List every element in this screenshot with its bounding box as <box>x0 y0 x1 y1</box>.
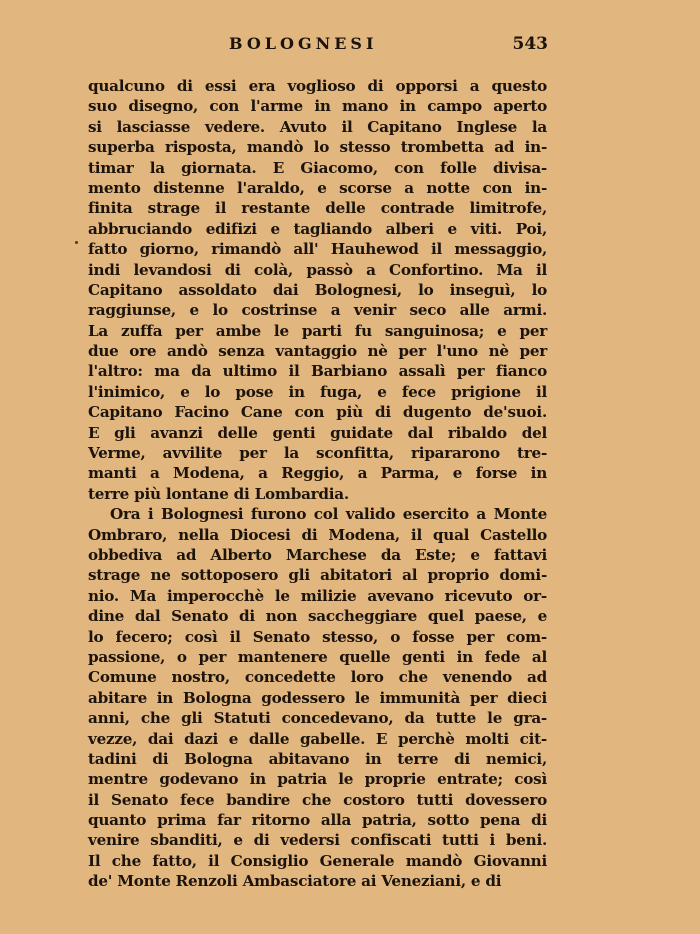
text-line: anni, che gli Statuti concedevano, da tutte le gra- <box>88 709 547 728</box>
text-line: E gli avanzi delle genti guidate dal ribaldo del <box>88 423 547 442</box>
text-line: finita strage il restante delle contrade limitrofe, <box>88 199 547 218</box>
text-line: suo disegno, con l'arme in mano in campo aperto <box>88 97 547 116</box>
text-line: dine dal Senato di non saccheggiare quel paese, e <box>88 607 547 626</box>
running-head <box>88 34 548 64</box>
text-line: quanto prima far ritorno alla patria, sotto pena di <box>88 811 547 830</box>
text-line: il Senato fece bandire che costoro tutti dovessero <box>88 790 547 809</box>
text-line: terre più lontane di Lombardia. <box>88 484 349 503</box>
text-line: abitare in Bologna godessero le immunità per dieci <box>88 688 547 707</box>
text-line: venire sbanditi, e di vedersi confiscati tutti i beni. <box>88 831 547 850</box>
text-line: manti a Modena, a Reggio, a Parma, e forse in <box>88 464 547 483</box>
text-line: Capitano Facino Cane con più di dugento de'suoi. <box>88 403 547 422</box>
text-line: Ora i Bolognesi furono col valido esercito a Monte <box>110 505 547 524</box>
text-line: tadini di Bologna abitavano in terre di nemici, <box>88 749 547 768</box>
text-line: de' Monte Renzoli Ambasciatore ai Veneziani, e di <box>88 872 502 891</box>
running-title: BOLOGNESI <box>229 34 378 53</box>
margin-mark <box>75 241 78 244</box>
text-line: qualcuno di essi era voglioso di opporsi a questo <box>88 77 547 95</box>
text-line: mento distenne l'araldo, e scorse a notte con in- <box>88 178 547 197</box>
text-line: indi levandosi di colà, passò a Confortino. Ma il <box>88 260 547 279</box>
text-line: Comune nostro, concedette loro che venendo ad <box>88 668 547 687</box>
paragraph <box>88 504 547 891</box>
text-line: due ore andò senza vantaggio nè per l'uno nè per <box>88 342 547 361</box>
text-line: raggiunse, e lo costrinse a venir seco alle armi. <box>88 301 547 320</box>
text-line: timar la giornata. E Giacomo, con folle divisa- <box>88 158 547 177</box>
text-line: mentre godevano in patria le proprie entrate; così <box>88 770 547 789</box>
text-line: Ombraro, nella Diocesi di Modena, il qual Castello <box>88 525 547 544</box>
text-line: superba risposta, mandò lo stesso trombetta ad in- <box>88 138 547 157</box>
text-line: abbruciando edifizi e tagliando alberi e viti. Poi, <box>88 219 547 238</box>
text-line: Verme, avvilite per la sconfitta, ripararono tre- <box>88 444 547 463</box>
paragraph <box>88 76 547 504</box>
text-line: si lasciasse vedere. Avuto il Capitano Inglese la <box>88 117 547 136</box>
text-line: obbediva ad Alberto Marchese da Este; e fattavi <box>88 545 547 564</box>
text-line: vezze, dai dazi e dalle gabelle. E perchè molti cit- <box>88 729 547 748</box>
text-line: strage ne sottoposero gli abitatori al proprio domi- <box>88 566 547 585</box>
text-line: passione, o per mantenere quelle genti in fede al <box>88 647 547 666</box>
text-line: l'inimico, e lo pose in fuga, e fece prigione il <box>88 382 547 401</box>
text-line: La zuffa per ambe le parti fu sanguinosa; e per <box>88 321 547 340</box>
text-line: Capitano assoldato dai Bolognesi, lo inseguì, lo <box>88 280 547 299</box>
body-text <box>88 76 547 892</box>
text-line: Il che fatto, il Consiglio Generale mandò Giovanni <box>88 851 547 870</box>
text-line: fatto giorno, rimandò all' Hauhewod il messaggio, <box>88 240 547 259</box>
text-line: nio. Ma imperocchè le milizie avevano ricevuto or- <box>88 586 547 605</box>
page-number: 543 <box>512 34 548 54</box>
text-line: l'altro: ma da ultimo il Barbiano assalì per fianco <box>88 362 547 381</box>
text-line: lo fecero; così il Senato stesso, o fosse per com- <box>88 627 547 646</box>
